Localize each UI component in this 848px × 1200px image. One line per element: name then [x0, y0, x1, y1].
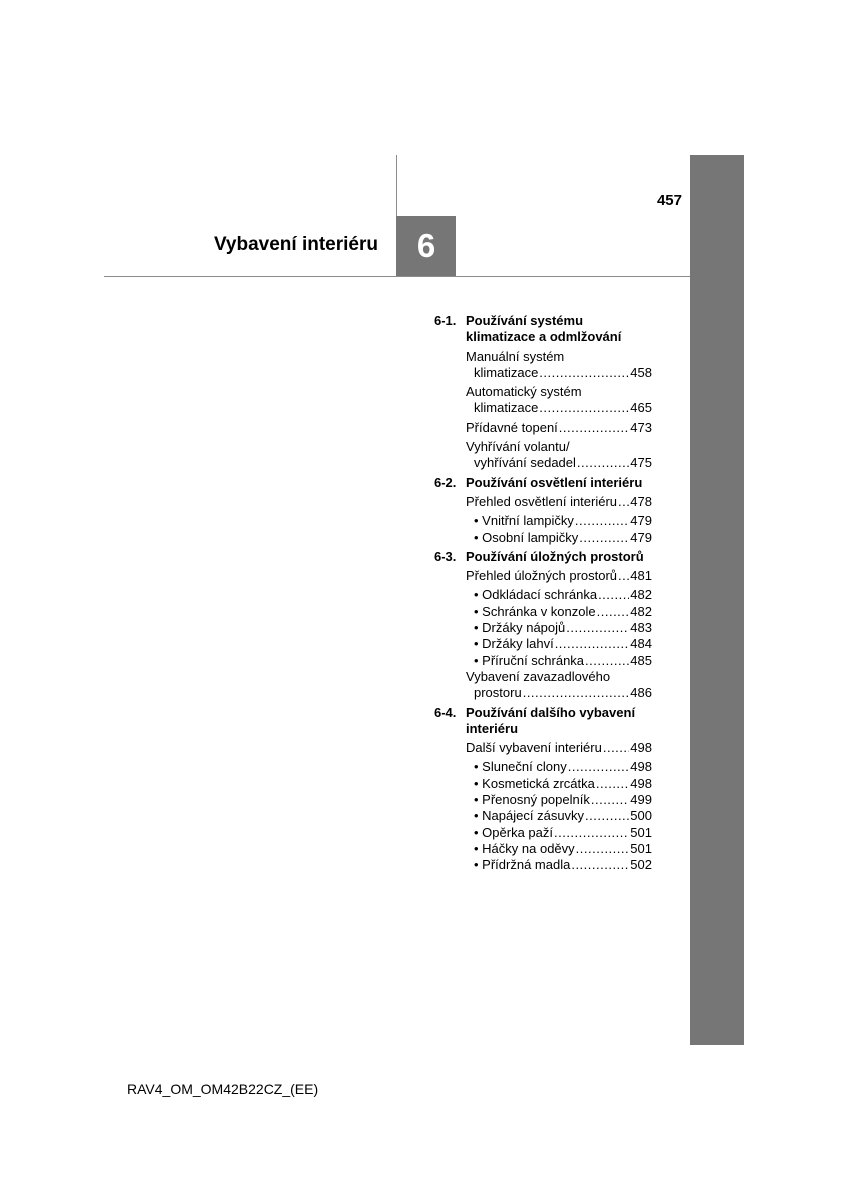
toc-section-title: Používání úložných prostorů	[466, 548, 644, 564]
dot-leader	[585, 808, 629, 824]
toc-entries	[466, 494, 652, 546]
toc-page-number: 482	[630, 603, 652, 619]
toc-page-number: 458	[630, 364, 652, 380]
toc-section-heading	[434, 475, 652, 491]
dot-leader	[539, 400, 629, 416]
toc-entry-title: • Příruční schránka	[474, 652, 585, 668]
dot-leader	[554, 825, 629, 841]
vertical-rule	[396, 155, 397, 217]
toc-section-number: 6-4.	[434, 704, 457, 720]
toc-entry-title: Další vybavení interiéru	[466, 740, 602, 756]
page-number: 457	[656, 192, 682, 209]
toc-entry-title: Přehled osvětlení interiéru	[466, 493, 618, 509]
toc-entry-title: • Osobní lampičky	[474, 529, 579, 545]
toc-entry-title: • Vnitřní lampičky	[474, 513, 574, 529]
toc-entry-title: prostoru	[474, 685, 522, 701]
toc-page-number: 482	[630, 587, 652, 603]
toc-section-heading	[434, 549, 652, 565]
dot-leader	[523, 685, 630, 701]
toc-entry[interactable]	[466, 439, 652, 472]
toc-subentry[interactable]	[466, 653, 652, 669]
toc-subentry[interactable]	[466, 636, 652, 652]
dot-leader	[568, 759, 630, 775]
dot-leader	[566, 620, 629, 636]
toc-section-number: 6-2.	[434, 474, 457, 490]
toc-page-number: 465	[630, 400, 652, 416]
toc-entry[interactable]	[466, 669, 652, 702]
toc-page-number: 484	[630, 636, 652, 652]
toc-entry-title: • Přenosný popelník	[474, 792, 590, 808]
dot-leader	[591, 792, 629, 808]
toc-page-number: 502	[630, 857, 652, 873]
toc-page-number: 498	[630, 740, 652, 756]
toc-entry-title-line: Automatický systém	[466, 384, 582, 400]
toc-entry-title: • Držáky lahví	[474, 636, 554, 652]
toc-page-number: 479	[630, 513, 652, 529]
toc-page-number: 486	[630, 685, 652, 701]
dot-leader	[596, 776, 629, 792]
toc-entry[interactable]	[466, 384, 652, 417]
toc-section-number: 6-3.	[434, 548, 457, 564]
header-rule	[104, 276, 690, 277]
footer-doc-code: RAV4_OM_OM42B22CZ_(EE)	[127, 1081, 319, 1097]
toc-entry-title: klimatizace	[474, 364, 539, 380]
toc-entry-title: • Držáky nápojů	[474, 620, 566, 636]
dot-leader	[618, 494, 629, 510]
dot-leader	[579, 530, 629, 546]
chapter-title: Vybavení interiéru	[213, 234, 378, 255]
toc-subentry[interactable]	[466, 620, 652, 636]
toc-page-number: 479	[630, 529, 652, 545]
toc-page-number: 500	[630, 808, 652, 824]
dot-leader	[571, 857, 629, 873]
toc-section-heading	[434, 705, 652, 738]
toc-entry-title: • Kosmetická zrcátka	[474, 775, 595, 791]
dot-leader	[618, 568, 629, 584]
toc-entry-title: • Háčky na oděvy	[474, 840, 575, 856]
toc-subentry[interactable]	[466, 513, 652, 529]
toc-entry-title: Přehled úložných prostorů	[466, 568, 618, 584]
toc-subentry[interactable]	[466, 587, 652, 603]
toc-page-number: 475	[630, 455, 652, 471]
toc-entry[interactable]	[466, 420, 652, 436]
toc-entry[interactable]	[466, 568, 652, 584]
dot-leader	[559, 420, 630, 436]
toc-subentry[interactable]	[466, 825, 652, 841]
toc-entry[interactable]	[466, 349, 652, 382]
toc-entry-title-line: Manuální systém	[466, 348, 565, 364]
toc-entry-title: • Odkládací schránka	[474, 587, 598, 603]
toc-section-heading	[434, 313, 652, 346]
chapter-number: 6	[416, 227, 436, 264]
toc-page-number: 498	[630, 775, 652, 791]
toc-entries	[466, 349, 652, 472]
chapter-side-tab	[690, 155, 744, 1045]
toc-page-number: 501	[630, 840, 652, 856]
toc-entries	[466, 568, 652, 701]
toc-subentry[interactable]	[466, 841, 652, 857]
dot-leader	[585, 653, 629, 669]
toc-entry-title: Přídavné topení	[466, 419, 558, 435]
toc-page-number: 499	[630, 792, 652, 808]
toc-subentry[interactable]	[466, 792, 652, 808]
toc-section	[434, 705, 652, 874]
toc-section-title: Používání dalšího vybavení interiéru	[466, 704, 636, 736]
toc-subentry[interactable]	[466, 776, 652, 792]
toc-entry-title-line: Vybavení zavazadlového	[466, 668, 611, 684]
dot-leader	[575, 513, 629, 529]
toc-page-number: 473	[630, 419, 652, 435]
toc-subentry[interactable]	[466, 604, 652, 620]
dot-leader	[598, 587, 629, 603]
toc-subentry[interactable]	[466, 857, 652, 873]
toc-entry[interactable]	[466, 740, 652, 756]
toc-entry-title: • Schránka v konzole	[474, 603, 596, 619]
toc-section-number: 6-1.	[434, 313, 457, 328]
toc-page-number: 481	[630, 568, 652, 584]
dot-leader	[597, 604, 630, 620]
table-of-contents	[434, 313, 652, 877]
dot-leader	[555, 636, 630, 652]
toc-page-number: 501	[630, 824, 652, 840]
dot-leader	[539, 365, 629, 381]
dot-leader	[603, 740, 629, 756]
toc-page-number: 483	[630, 620, 652, 636]
toc-section-title: Používání systému klimatizace a odmlžování	[466, 313, 622, 345]
toc-entries	[466, 740, 652, 873]
dot-leader	[577, 455, 629, 471]
toc-subentry[interactable]	[466, 530, 652, 546]
dot-leader	[576, 841, 630, 857]
toc-entry[interactable]	[466, 494, 652, 510]
toc-entry-title-line: Vyhřívání volantu/	[466, 439, 570, 455]
toc-entry-title: • Napájecí zásuvky	[474, 808, 585, 824]
toc-subentry[interactable]	[466, 759, 652, 775]
toc-entry-title: • Přídržná madla	[474, 857, 571, 873]
toc-page-number: 485	[630, 652, 652, 668]
toc-entry-title: vyhřívání sedadel	[474, 455, 576, 471]
toc-section	[434, 313, 652, 472]
toc-entry-title: • Opěrka paží	[474, 824, 553, 840]
toc-subentry[interactable]	[466, 808, 652, 824]
toc-page-number: 498	[630, 759, 652, 775]
toc-entry-title: • Sluneční clony	[474, 759, 567, 775]
toc-section	[434, 475, 652, 546]
toc-page-number: 478	[630, 493, 652, 509]
toc-section-title: Používání osvětlení interiéru	[466, 474, 643, 490]
toc-entry-title: klimatizace	[474, 400, 539, 416]
toc-section	[434, 549, 652, 702]
